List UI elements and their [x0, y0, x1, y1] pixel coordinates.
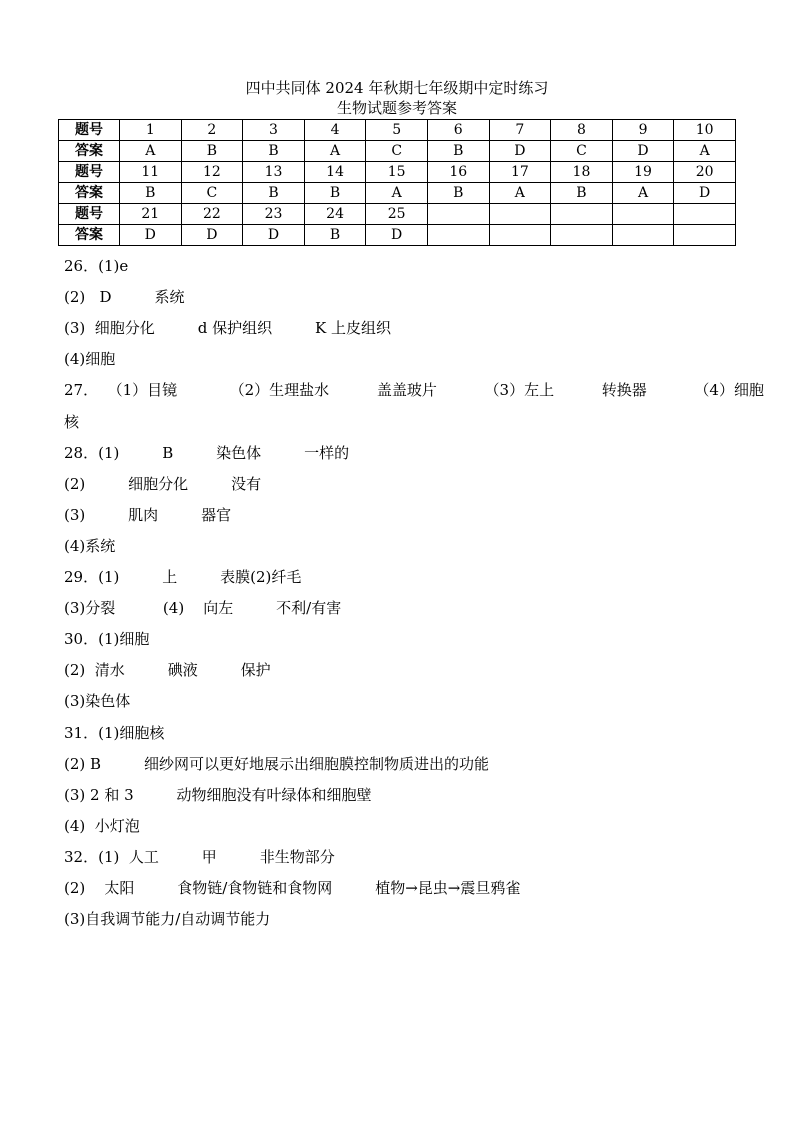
answer-line: (2) 太阳 食物链/食物链和食物网 植物→昆虫→震旦鸦雀: [64, 879, 521, 897]
answer-line: (4)细胞: [64, 350, 116, 368]
answer-line: 28．(1) B 染色体 一样的: [64, 444, 350, 462]
question-number-cell: 12: [181, 162, 243, 183]
question-number-cell: 22: [181, 204, 243, 225]
question-number-cell: 25: [366, 204, 428, 225]
answer-line: 30．(1)细胞: [64, 630, 150, 648]
answer-cell: A: [366, 183, 428, 204]
question-number-cell: 1: [120, 120, 182, 141]
answer-cell: B: [243, 141, 305, 162]
answer-line: (2) 细胞分化 没有: [64, 475, 262, 493]
question-number-cell: 6: [427, 120, 489, 141]
question-number-cell: 2: [181, 120, 243, 141]
question-number-cell: 3: [243, 120, 305, 141]
question-number-cell: 20: [674, 162, 736, 183]
question-number-cell: 21: [120, 204, 182, 225]
question-number-cell: 5: [366, 120, 428, 141]
answer-line: 26．(1)e: [64, 257, 129, 275]
answer-line: 核: [64, 413, 80, 431]
answer-line: 27． （1）目镜 （2）生理盐水 盖盖玻片 （3）左上 转换器 （4）细胞: [64, 381, 764, 399]
answer-line: (4) 小灯泡: [64, 817, 140, 835]
answer-cell: A: [120, 141, 182, 162]
page-title: 四中共同体 2024 年秋期七年级期中定时练习: [245, 79, 549, 97]
answer-cell: A: [612, 183, 674, 204]
answer-row: [59, 183, 736, 204]
answer-line: (3)分裂 (4) 向左 不利/有害: [64, 599, 342, 617]
answer-label-cell: 答案: [59, 225, 120, 246]
answer-line: (3)自我调节能力/自动调节能力: [64, 910, 271, 928]
page-subtitle: 生物试题参考答案: [336, 99, 457, 117]
question-number-cell: 23: [243, 204, 305, 225]
question-number-cell: 10: [674, 120, 736, 141]
question-number-cell: [674, 204, 736, 225]
question-number-cell: [489, 204, 551, 225]
question-number-cell: 18: [551, 162, 613, 183]
answer-cell: B: [181, 141, 243, 162]
answer-cell: [427, 225, 489, 246]
answer-cell: B: [120, 183, 182, 204]
answer-cell: B: [427, 183, 489, 204]
answer-cell: A: [304, 141, 366, 162]
answer-cell: D: [243, 225, 305, 246]
question-number-cell: 11: [120, 162, 182, 183]
answer-label-cell: 答案: [59, 141, 120, 162]
answer-cell: B: [304, 225, 366, 246]
answer-line: (3) 2 和 3 动物细胞没有叶绿体和细胞壁: [64, 786, 372, 804]
answer-row: [59, 141, 736, 162]
answer-line: (2) B 细纱网可以更好地展示出细胞膜控制物质进出的功能: [64, 755, 489, 773]
answer-line: (2) D 系统: [64, 288, 185, 306]
answer-line: (4)系统: [64, 537, 116, 555]
answer-cell: D: [674, 183, 736, 204]
answer-line: (3) 细胞分化 d 保护组织 K 上皮组织: [64, 319, 391, 337]
answer-label-cell: 答案: [59, 183, 120, 204]
answer-row: [59, 225, 736, 246]
answer-cell: [674, 225, 736, 246]
question-number-cell: 15: [366, 162, 428, 183]
answer-cell: [489, 225, 551, 246]
question-number-cell: 19: [612, 162, 674, 183]
answer-line: 29．(1) 上 表膜(2)纤毛: [64, 568, 302, 586]
answer-line: 32．(1) 人工 甲 非生物部分: [64, 848, 335, 866]
question-number-cell: 14: [304, 162, 366, 183]
question-number-cell: 4: [304, 120, 366, 141]
answer-line: 31．(1)细胞核: [64, 724, 165, 742]
answer-cell: B: [427, 141, 489, 162]
number-label-cell: 题号: [59, 120, 120, 141]
question-number-cell: [427, 204, 489, 225]
answer-cell: [612, 225, 674, 246]
question-number-cell: 7: [489, 120, 551, 141]
answer-cell: B: [243, 183, 305, 204]
question-number-row: [59, 204, 736, 225]
answer-cell: A: [674, 141, 736, 162]
answer-line: (3)染色体: [64, 692, 131, 710]
question-number-cell: [612, 204, 674, 225]
question-number-cell: 9: [612, 120, 674, 141]
answer-line: (2) 清水 碘液 保护: [64, 661, 271, 679]
question-number-row: [59, 162, 736, 183]
answer-cell: D: [181, 225, 243, 246]
answer-table: [58, 119, 736, 246]
question-number-cell: 8: [551, 120, 613, 141]
question-number-cell: 16: [427, 162, 489, 183]
question-number-cell: 13: [243, 162, 305, 183]
answer-cell: D: [612, 141, 674, 162]
question-number-cell: [551, 204, 613, 225]
question-number-row: [59, 120, 736, 141]
question-number-cell: 17: [489, 162, 551, 183]
answer-cell: B: [551, 183, 613, 204]
answer-cell: D: [366, 225, 428, 246]
answer-cell: D: [120, 225, 182, 246]
answer-cell: C: [551, 141, 613, 162]
answer-cell: D: [489, 141, 551, 162]
number-label-cell: 题号: [59, 204, 120, 225]
question-number-cell: 24: [304, 204, 366, 225]
answer-line: (3) 肌肉 器官: [64, 506, 232, 524]
number-label-cell: 题号: [59, 162, 120, 183]
answer-cell: [551, 225, 613, 246]
answer-cell: B: [304, 183, 366, 204]
answer-cell: C: [366, 141, 428, 162]
answer-cell: C: [181, 183, 243, 204]
answer-cell: A: [489, 183, 551, 204]
